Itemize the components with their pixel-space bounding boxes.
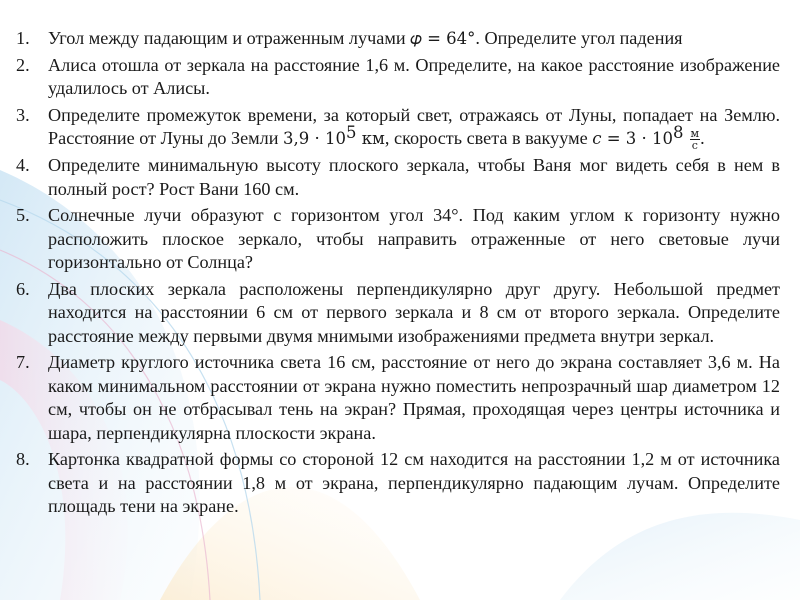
distance-value: 3,9 · 10 (283, 129, 346, 148)
task-text: Определите промежуток времени, за который свет, отражаясь от Луны, попадает на Землю. Расстояние от Луны до Земли (48, 104, 780, 148)
task-number: 6. (16, 278, 30, 299)
light-speed-exponent: 8 (673, 123, 684, 142)
task-item-4 (14, 154, 780, 201)
task-text: Два плоских зеркала расположены перпендикулярно друг другу. Небольшой предмет находится на расстоянии 6 см от первого зеркала и 8 см от второго зеркала. Определите расстояние между первыми двумя мнимыми изображениями предмета внутри зеркал. (48, 278, 780, 346)
task-number: 3. (16, 104, 30, 125)
task-item-7 (14, 351, 780, 445)
task-text: Солнечные лучи образуют с горизонтом угол 34°. Под каким углом к горизонту нужно расположить плоское зеркало, чтобы направить отраженные от него световые лучи горизонтально от Солнца? (48, 205, 780, 273)
task-item-1 (14, 27, 780, 51)
fraction-denominator: с (691, 139, 698, 153)
task-item-8 (14, 448, 780, 519)
task-item-3 (14, 104, 780, 152)
distance-exponent: 5 (346, 123, 357, 142)
task-text-mid: , скорость света в вакууме (384, 128, 593, 148)
task-number: 7. (16, 352, 30, 373)
task-formula: 𝜑 = 64° (410, 29, 476, 48)
task-item-6 (14, 278, 780, 349)
speed-unit-fraction (690, 128, 701, 151)
task-item-2 (14, 54, 780, 101)
light-speed-value: = 3 · 10 (601, 129, 674, 148)
light-speed-variable: 𝑐 (592, 129, 602, 148)
task-number: 2. (16, 54, 30, 75)
task-text-end: . (700, 128, 705, 148)
task-text-end: . Определите угол падения (475, 28, 683, 48)
task-text: Угол между падающим и отраженным лучами (48, 28, 411, 48)
task-number: 4. (16, 155, 30, 176)
task-item-5 (14, 204, 780, 275)
fraction-numerator: м (690, 127, 700, 141)
task-list (14, 27, 780, 522)
task-text: Определите минимальную высоту плоского зеркала, чтобы Ваня мог видеть себя в нем в полный рост? Рост Вани 160 см. (48, 155, 780, 199)
task-number: 5. (16, 205, 30, 226)
distance-unit: км (356, 129, 385, 148)
task-text: Картонка квадратной формы со стороной 12 см находится на расстоянии 1,2 м от источника света и на расстоянии 1,8 м от экрана, перпендикулярно падающим лучам. Определите площадь тени на экране. (48, 449, 780, 517)
task-text: Алиса отошла от зеркала на расстояние 1,6 м. Определите, на какое расстояние изображение удалилось от Алисы. (48, 54, 780, 98)
task-text: Диаметр круглого источника света 16 см, расстояние от него до экрана составляет 3,6 м. На каком минимальном расстоянии от экрана нужно поместить непрозрачный шар диаметром 12 см, чтобы он не отбрасывал тень на экран? Прямая, проходящая через центры источника и шара, перпендикулярна плоскости экрана. (48, 352, 780, 443)
task-number: 8. (16, 449, 30, 470)
task-number: 1. (16, 28, 30, 48)
